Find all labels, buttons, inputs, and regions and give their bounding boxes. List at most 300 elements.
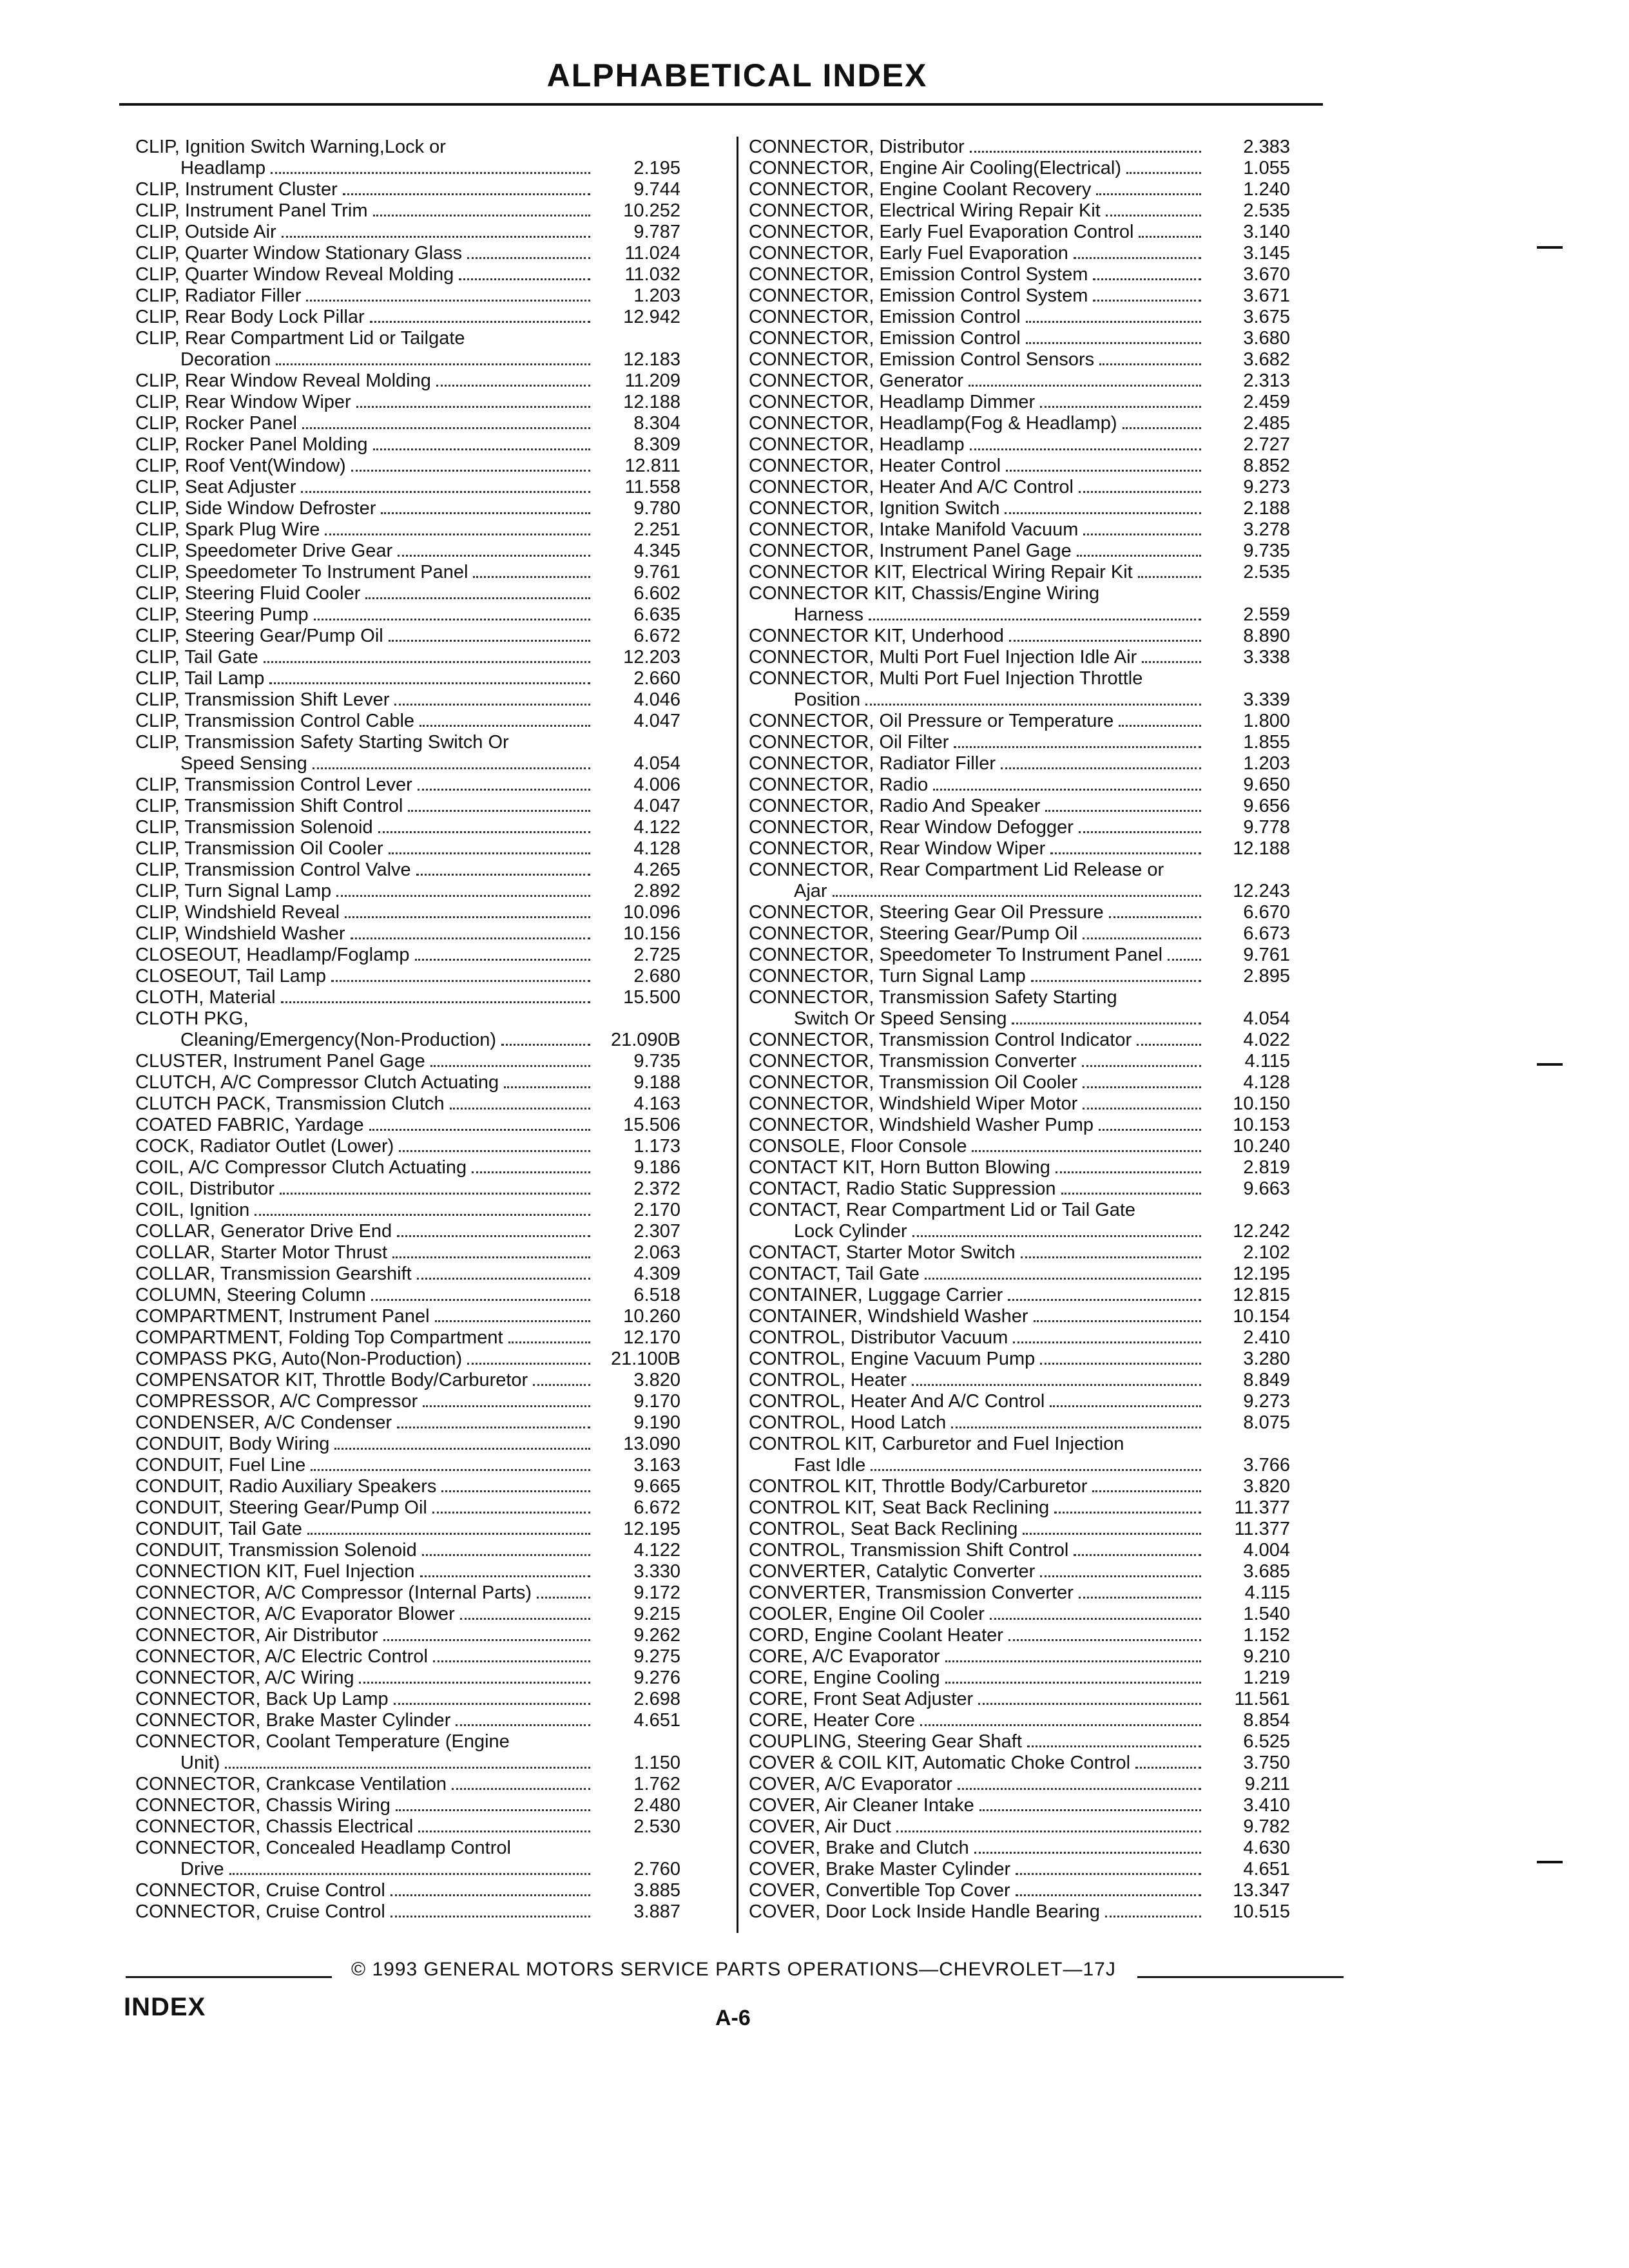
index-entry — [749, 1816, 1290, 1838]
dot-leader — [419, 725, 590, 727]
entry-page-ref: 2.459 — [1243, 392, 1290, 412]
entry-page-ref: 3.682 — [1243, 349, 1290, 370]
index-entry — [135, 1731, 680, 1753]
entry-page-ref: 3.330 — [633, 1561, 680, 1582]
index-entry — [135, 1008, 680, 1030]
entry-page-ref: 2.485 — [1243, 413, 1290, 434]
entry-page-ref: 6.673 — [1243, 923, 1290, 944]
dot-leader — [1123, 427, 1201, 429]
dot-leader — [974, 1852, 1201, 1854]
entry-label: CONDUIT, Steering Gear/Pump Oil — [135, 1497, 427, 1518]
entry-label: CONTROL, Distributor Vacuum — [749, 1327, 1008, 1348]
dot-leader — [1009, 640, 1201, 642]
dot-leader — [504, 1086, 590, 1088]
entry-label: CONVERTER, Transmission Converter — [749, 1582, 1074, 1603]
entry-label: CLIP, Transmission Control Lever — [135, 774, 412, 795]
index-entry — [749, 1285, 1290, 1306]
entry-label: CLIP, Rocker Panel — [135, 413, 297, 434]
entry-page-ref: 3.885 — [633, 1880, 680, 1901]
index-entry — [135, 987, 680, 1008]
entry-page-ref: 2.698 — [633, 1689, 680, 1709]
index-entry — [749, 1731, 1290, 1753]
dot-leader — [473, 576, 590, 578]
entry-label: CONNECTOR, Headlamp(Fog & Headlamp) — [749, 413, 1117, 434]
dot-leader — [408, 810, 590, 812]
entry-page-ref: 2.819 — [1243, 1157, 1290, 1178]
entry-page-ref: 6.635 — [633, 604, 680, 625]
entry-label: CLIP, Steering Fluid Cooler — [135, 583, 361, 604]
index-entry — [749, 1795, 1290, 1816]
index-entry — [135, 1838, 680, 1859]
entry-label: CLIP, Transmission Control Cable — [135, 711, 415, 731]
entry-label: COVER, A/C Evaporator — [749, 1774, 952, 1794]
entry-page-ref: 11.209 — [624, 370, 680, 391]
index-entry — [135, 647, 680, 668]
index-entry — [749, 434, 1290, 456]
entry-page-ref: 4.006 — [633, 774, 680, 795]
index-entry — [135, 711, 680, 732]
entry-label: CONNECTOR, A/C Wiring — [135, 1667, 354, 1688]
dot-leader — [1096, 193, 1201, 195]
entry-label: CONNECTOR, Transmission Converter — [749, 1051, 1077, 1072]
entry-page-ref: 11.032 — [624, 264, 680, 285]
dot-leader — [359, 1682, 590, 1684]
entry-label: CONNECTOR, Emission Control — [749, 328, 1021, 349]
dot-leader — [990, 1618, 1201, 1620]
index-entry — [749, 711, 1290, 732]
index-entry — [135, 243, 680, 264]
index-entry — [749, 328, 1290, 349]
entry-label: CONNECTOR, A/C Evaporator Blower — [135, 1604, 455, 1624]
entry-page-ref: 3.750 — [1243, 1753, 1290, 1773]
dot-leader — [979, 1809, 1201, 1811]
entry-page-ref: 2.680 — [633, 966, 680, 986]
index-entry — [135, 668, 680, 689]
dot-leader — [869, 619, 1201, 620]
entry-page-ref: 3.280 — [1243, 1349, 1290, 1369]
index-entry — [135, 1030, 680, 1051]
dot-leader — [1126, 172, 1201, 174]
entry-label: CONNECTOR, Steering Gear/Pump Oil — [749, 923, 1078, 944]
index-entry — [749, 689, 1290, 711]
entry-page-ref: 9.211 — [1244, 1774, 1290, 1794]
entry-label: CONNECTOR, Ignition Switch — [749, 498, 1000, 519]
entry-label: Drive — [180, 1859, 224, 1879]
index-entry — [135, 541, 680, 562]
entry-label: CLIP, Transmission Safety Starting Switch Or — [135, 732, 509, 753]
dot-leader — [1021, 1256, 1201, 1258]
entry-label: CONNECTOR, Cruise Control — [135, 1880, 385, 1901]
index-entry — [749, 1221, 1290, 1242]
entry-label: CONNECTOR, Intake Manifold Vacuum — [749, 519, 1079, 540]
index-entry — [135, 626, 680, 647]
index-entry — [135, 1093, 680, 1115]
dot-leader — [373, 448, 590, 450]
entry-page-ref: 12.188 — [1233, 838, 1290, 859]
entry-label: CLOTH, Material — [135, 987, 276, 1008]
dot-leader — [1082, 1065, 1201, 1067]
entry-page-ref: 2.660 — [633, 668, 680, 689]
index-entry — [749, 626, 1290, 647]
entry-page-ref: 9.275 — [633, 1646, 680, 1667]
entry-label: COVER, Air Duct — [749, 1816, 891, 1837]
entry-label: CLIP, Ignition Switch Warning,Lock or — [135, 137, 446, 157]
entry-label: CLIP, Steering Gear/Pump Oil — [135, 626, 383, 646]
entry-page-ref: 9.276 — [633, 1667, 680, 1688]
entry-page-ref: 3.140 — [1243, 222, 1290, 242]
entry-label: CONNECTOR, Concealed Headlamp Control — [135, 1838, 511, 1858]
entry-label: CONNECTOR, A/C Electric Control — [135, 1646, 428, 1667]
dot-leader — [373, 215, 590, 216]
entry-page-ref: 9.650 — [1243, 774, 1290, 795]
index-entry — [135, 796, 680, 817]
entry-label: CLIP, Seat Adjuster — [135, 477, 296, 497]
entry-page-ref: 1.173 — [633, 1136, 680, 1157]
dot-leader — [508, 1341, 590, 1343]
index-entry — [749, 1667, 1290, 1689]
index-entry — [135, 158, 680, 179]
entry-page-ref: 2.313 — [1243, 370, 1290, 391]
dot-leader — [912, 1384, 1201, 1386]
entry-page-ref: 21.100B — [610, 1349, 680, 1369]
entry-page-ref: 3.278 — [1243, 519, 1290, 540]
entry-page-ref: 10.150 — [1233, 1093, 1290, 1114]
entry-page-ref: 9.215 — [633, 1604, 680, 1624]
entry-label: CLIP, Quarter Window Stationary Glass — [135, 243, 463, 264]
index-entry — [749, 1030, 1290, 1051]
index-entry — [749, 1646, 1290, 1667]
dot-leader — [351, 470, 590, 472]
entry-page-ref: 10.252 — [623, 200, 680, 221]
index-entry — [749, 349, 1290, 370]
entry-label: CLIP, Turn Signal Lamp — [135, 881, 332, 901]
entry-label: CONNECTOR, Early Fuel Evaporation Control — [749, 222, 1134, 242]
entry-label: COLLAR, Generator Drive End — [135, 1221, 392, 1242]
entry-label: COMPRESSOR, A/C Compressor — [135, 1391, 418, 1412]
entry-page-ref: 3.685 — [1243, 1561, 1290, 1582]
entry-page-ref: 12.183 — [623, 349, 680, 370]
dot-leader — [311, 1469, 590, 1471]
entry-label: CONTACT, Tail Gate — [749, 1264, 920, 1284]
entry-label: CONTROL, Heater — [749, 1370, 907, 1390]
dot-leader — [301, 491, 590, 493]
entry-label: CLUSTER, Instrument Panel Gage — [135, 1051, 425, 1072]
entry-label: CONDUIT, Fuel Line — [135, 1455, 306, 1475]
index-entry — [749, 1349, 1290, 1370]
dot-leader — [1083, 533, 1201, 535]
index-entry — [135, 1242, 680, 1264]
entry-page-ref: 2.188 — [1243, 498, 1290, 519]
entry-page-ref: 12.203 — [623, 647, 680, 668]
dot-leader — [978, 1703, 1201, 1705]
dot-leader — [833, 895, 1201, 897]
index-entry — [749, 519, 1290, 541]
entry-page-ref: 2.307 — [633, 1221, 680, 1242]
entry-label: CONNECTOR, Rear Window Wiper — [749, 838, 1046, 859]
dot-leader — [1077, 555, 1201, 557]
entry-page-ref: 3.680 — [1243, 328, 1290, 349]
entry-label: CONNECTOR, Oil Filter — [749, 732, 949, 753]
entry-label: CONNECTOR, Rear Window Defogger — [749, 817, 1074, 838]
entry-page-ref: 9.735 — [1243, 541, 1290, 561]
dot-leader — [945, 1660, 1201, 1662]
dot-leader — [435, 1320, 590, 1322]
dot-leader — [390, 1916, 590, 1917]
entry-label: CLIP, Transmission Solenoid — [135, 817, 373, 838]
entry-label: CORE, Heater Core — [749, 1710, 915, 1731]
dot-leader — [1001, 767, 1201, 769]
index-entry — [135, 1370, 680, 1391]
entry-label: CLIP, Rear Window Reveal Molding — [135, 370, 431, 391]
index-entry — [135, 137, 680, 158]
index-entry — [749, 1008, 1290, 1030]
index-entry — [749, 285, 1290, 307]
entry-page-ref: 6.525 — [1243, 1731, 1290, 1752]
entry-label: CONNECTOR, Multi Port Fuel Injection Throttle — [749, 668, 1143, 689]
dot-leader — [389, 640, 590, 642]
entry-label: CLIP, Rocker Panel Molding — [135, 434, 368, 455]
entry-label: COIL, Distributor — [135, 1178, 275, 1199]
dot-leader — [1050, 1405, 1201, 1407]
entry-label: CLIP, Instrument Cluster — [135, 179, 338, 200]
entry-page-ref: 4.128 — [1243, 1072, 1290, 1093]
entry-label: CONTROL KIT, Throttle Body/Carburetor — [749, 1476, 1088, 1497]
index-entry — [749, 1412, 1290, 1434]
index-entry — [749, 1561, 1290, 1582]
entry-page-ref: 15.500 — [623, 987, 680, 1008]
index-entry — [749, 222, 1290, 243]
dot-leader — [280, 1193, 590, 1195]
index-entry — [749, 1327, 1290, 1349]
entry-label: CLIP, Instrument Panel Trim — [135, 200, 368, 221]
dot-leader — [418, 789, 590, 791]
entry-page-ref: 11.377 — [1234, 1519, 1290, 1539]
dot-leader — [1006, 470, 1201, 472]
entry-page-ref: 3.163 — [633, 1455, 680, 1475]
entry-page-ref: 4.122 — [633, 1540, 680, 1561]
index-entry — [135, 307, 680, 328]
entry-label: CLIP, Quarter Window Reveal Molding — [135, 264, 454, 285]
dot-leader — [334, 1448, 590, 1450]
index-entry — [749, 753, 1290, 774]
entry-label: CONDUIT, Body Wiring — [135, 1434, 330, 1454]
entry-page-ref: 1.150 — [633, 1753, 680, 1773]
dot-leader — [1016, 1894, 1201, 1896]
entry-page-ref: 2.410 — [1243, 1327, 1290, 1348]
entry-page-ref: 2.535 — [1243, 562, 1290, 582]
dot-leader — [336, 895, 590, 897]
entry-label: CONNECTOR, Engine Coolant Recovery — [749, 179, 1092, 200]
entry-page-ref: 10.240 — [1233, 1136, 1290, 1157]
entry-page-ref: 13.090 — [623, 1434, 680, 1454]
index-entry — [135, 945, 680, 966]
index-entry — [749, 200, 1290, 222]
entry-label: CONNECTOR, Radiator Filler — [749, 753, 996, 774]
entry-page-ref: 1.855 — [1243, 732, 1290, 753]
entry-label: CONTAINER, Windshield Washer — [749, 1306, 1028, 1327]
entry-page-ref: 4.265 — [633, 860, 680, 880]
entry-label: CONTAINER, Luggage Carrier — [749, 1285, 1003, 1305]
entry-label: CLIP, Rear Body Lock Pillar — [135, 307, 365, 327]
index-entry — [135, 1795, 680, 1816]
dot-leader — [533, 1384, 590, 1386]
entry-page-ref: 2.559 — [1243, 604, 1290, 625]
entry-page-ref: 4.345 — [633, 541, 680, 561]
entry-label: COVER & COIL KIT, Automatic Choke Control — [749, 1753, 1131, 1773]
entry-label: CONNECTOR, Radio — [749, 774, 929, 795]
entry-label: COVER, Brake Master Cylinder — [749, 1859, 1011, 1879]
dot-leader — [865, 704, 1201, 706]
entry-page-ref: 1.203 — [1243, 753, 1290, 774]
index-entry — [135, 1901, 680, 1923]
dot-leader — [467, 1363, 590, 1365]
entry-page-ref: 2.725 — [633, 945, 680, 965]
entry-page-ref: 12.942 — [623, 307, 680, 327]
entry-label: COVER, Brake and Clutch — [749, 1838, 969, 1858]
dot-leader — [418, 1831, 590, 1832]
dot-leader — [389, 852, 590, 854]
dot-leader — [460, 1618, 590, 1620]
entry-page-ref: 8.854 — [1243, 1710, 1290, 1731]
entry-label: CONNECTOR, Coolant Temperature (Engine — [135, 1731, 510, 1752]
entry-label: COOLER, Engine Oil Cooler — [749, 1604, 985, 1624]
entry-page-ref: 4.047 — [633, 711, 680, 731]
dot-leader — [378, 831, 590, 833]
entry-label: CONNECTOR, Engine Air Cooling(Electrical) — [749, 158, 1122, 178]
entry-label: CLIP, Transmission Oil Cooler — [135, 838, 383, 859]
dot-leader — [345, 916, 590, 918]
index-entry — [135, 1221, 680, 1242]
entry-label: CLIP, Tail Gate — [135, 647, 258, 668]
dot-leader — [371, 1299, 590, 1301]
index-entry — [135, 498, 680, 519]
dot-leader — [1008, 1639, 1201, 1641]
entry-page-ref: 8.304 — [633, 413, 680, 434]
entry-label: CONNECTOR, Generator — [749, 370, 964, 391]
entry-page-ref: 2.530 — [633, 1816, 680, 1837]
dot-leader — [269, 682, 590, 684]
entry-label: CONNECTOR, Chassis Electrical — [135, 1816, 414, 1837]
entry-page-ref: 4.054 — [1243, 1008, 1290, 1029]
index-entry — [749, 1901, 1290, 1923]
dot-leader — [452, 1788, 590, 1790]
entry-label: Headlamp — [180, 158, 266, 178]
index-entry — [749, 1136, 1290, 1157]
margin-mark — [1537, 246, 1563, 249]
entry-page-ref: 4.122 — [633, 817, 680, 838]
index-column-left — [135, 137, 680, 1923]
entry-label: CLUTCH, A/C Compressor Clutch Actuating — [135, 1072, 499, 1093]
entry-label: CONNECTOR, Headlamp Dimmer — [749, 392, 1036, 412]
entry-label: CONNECTOR, Windshield Washer Pump — [749, 1115, 1094, 1135]
index-entry — [749, 1370, 1290, 1391]
entry-label: CLIP, Speedometer To Instrument Panel — [135, 562, 468, 582]
dot-leader — [1074, 257, 1201, 259]
index-entry — [749, 1093, 1290, 1115]
dot-leader — [325, 533, 590, 535]
entry-page-ref: 12.188 — [623, 392, 680, 412]
dot-leader — [441, 1490, 590, 1492]
dot-leader — [271, 172, 590, 174]
dot-leader — [422, 1554, 590, 1556]
entry-page-ref: 9.190 — [633, 1412, 680, 1433]
index-entry — [749, 1689, 1290, 1710]
dot-leader — [1005, 512, 1201, 514]
dot-leader — [501, 1044, 590, 1046]
index-entry — [135, 264, 680, 285]
index-entry — [135, 370, 680, 392]
dot-leader — [467, 257, 590, 259]
index-entry — [135, 817, 680, 838]
index-entry — [135, 583, 680, 604]
index-entry — [135, 838, 680, 860]
entry-label: CORE, A/C Evaporator — [749, 1646, 940, 1667]
entry-label: CONNECTOR, Cruise Control — [135, 1901, 385, 1922]
entry-label: CONNECTOR, Transmission Safety Starting — [749, 987, 1117, 1008]
entry-label: Unit) — [180, 1753, 220, 1773]
dot-leader — [970, 151, 1201, 153]
entry-page-ref: 9.744 — [633, 179, 680, 200]
entry-page-ref: 6.672 — [633, 1497, 680, 1518]
dot-leader — [1093, 278, 1201, 280]
entry-page-ref: 10.515 — [1233, 1901, 1290, 1922]
dot-leader — [302, 427, 590, 429]
entry-page-ref: 4.651 — [633, 1710, 680, 1731]
entry-label: CONTROL, Transmission Shift Control — [749, 1540, 1069, 1561]
entry-page-ref: 6.518 — [633, 1285, 680, 1305]
index-entry — [749, 604, 1290, 626]
dot-leader — [1040, 1575, 1201, 1577]
entry-page-ref: 3.670 — [1243, 264, 1290, 285]
entry-page-ref: 3.766 — [1243, 1455, 1290, 1475]
dot-leader — [1139, 236, 1201, 238]
index-entry — [135, 1264, 680, 1285]
index-entry — [135, 1859, 680, 1880]
entry-page-ref: 15.506 — [623, 1115, 680, 1135]
entry-label: CONNECTOR, Distributor — [749, 137, 965, 157]
entry-page-ref: 1.762 — [633, 1774, 680, 1794]
index-entry — [135, 1519, 680, 1540]
dot-leader — [970, 448, 1201, 450]
dot-leader — [1083, 937, 1201, 939]
dot-leader — [1061, 1193, 1201, 1195]
dot-leader — [954, 746, 1201, 748]
index-entry — [135, 1391, 680, 1412]
entry-page-ref: 4.309 — [633, 1264, 680, 1284]
dot-leader — [331, 980, 590, 982]
dot-leader — [871, 1469, 1201, 1471]
dot-leader — [1109, 916, 1201, 918]
entry-page-ref: 10.096 — [623, 902, 680, 923]
entry-page-ref: 2.063 — [633, 1242, 680, 1263]
entry-label: CONDUIT, Transmission Solenoid — [135, 1540, 417, 1561]
dot-leader — [432, 1512, 590, 1514]
entry-label: CORE, Front Seat Adjuster — [749, 1689, 974, 1709]
entry-page-ref: 9.780 — [633, 498, 680, 519]
index-entry — [135, 1497, 680, 1519]
dot-leader — [415, 959, 591, 961]
dot-leader — [420, 1575, 591, 1577]
index-entry — [135, 434, 680, 456]
dot-leader — [397, 1235, 590, 1237]
entry-page-ref: 1.540 — [1243, 1604, 1290, 1624]
index-entry — [749, 1115, 1290, 1136]
entry-page-ref: 3.671 — [1243, 285, 1290, 306]
dot-leader — [307, 1533, 590, 1535]
index-entry — [749, 1859, 1290, 1880]
entry-label: CONNECTOR, Electrical Wiring Repair Kit — [749, 200, 1101, 221]
entry-label: COATED FABRIC, Yardage — [135, 1115, 364, 1135]
